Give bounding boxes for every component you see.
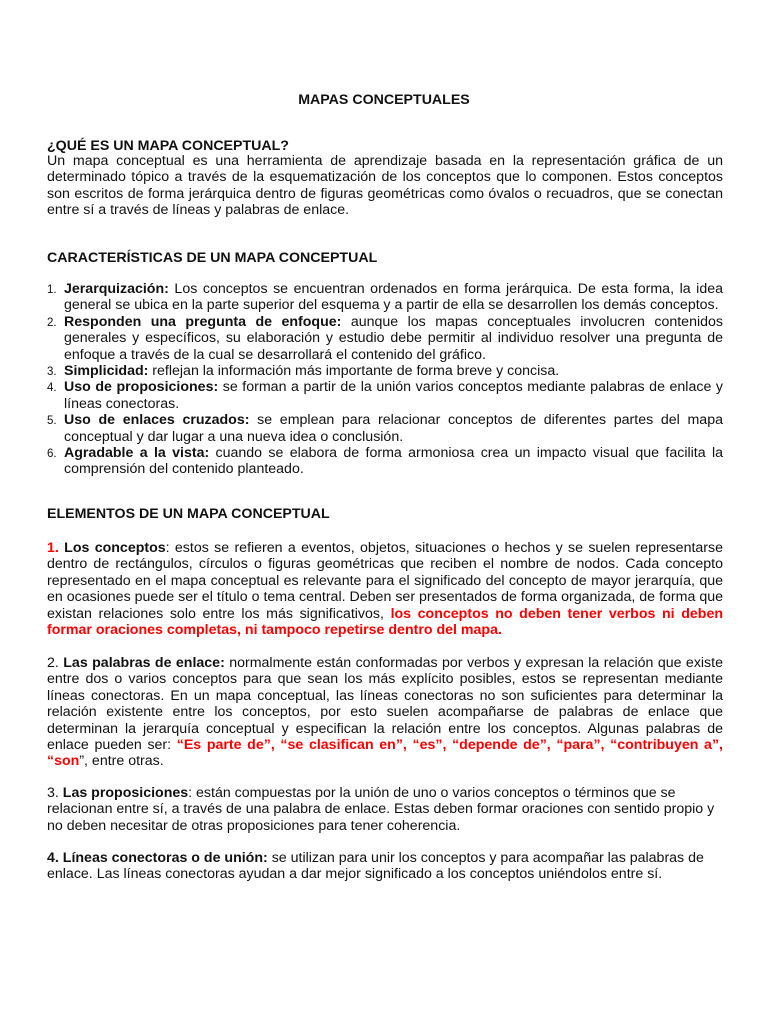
item-text: se forman a partir de la unión varios conceptos mediante palabras de enlace y líneas conectoras.	[64, 379, 723, 412]
list-number: 4.	[47, 382, 57, 395]
list-item	[47, 445, 723, 478]
item-term: Las proposiciones	[58, 785, 189, 801]
item-number: 3.	[47, 785, 59, 801]
elements-paragraph-concepts	[47, 540, 723, 638]
item-term: Uso de proposiciones:	[64, 379, 219, 396]
list-number: 1.	[47, 284, 57, 296]
list-item	[47, 314, 723, 363]
item-term: Los conceptos	[58, 540, 166, 556]
section-heading-what-is: ¿QUÉ ES UN MAPA CONCEPTUAL?	[47, 138, 289, 154]
item-text: Los conceptos se encuentran ordenados en forma jerárquica. De esta forma, la idea general se ubica en la parte superior del esquema y a partir de ella se desarrollen los demás conceptos.	[64, 281, 723, 314]
list-number: 5.	[47, 415, 57, 428]
item-number: 1.	[47, 540, 59, 556]
page-title: MAPAS CONCEPTUALES	[298, 92, 470, 108]
list-item	[47, 363, 723, 379]
elements-paragraph-propositions	[47, 785, 723, 834]
item-term: Simplicidad:	[64, 363, 149, 380]
item-term: Agradable a la vista:	[64, 445, 210, 462]
item-term: Uso de enlaces cruzados:	[64, 412, 250, 429]
elements-paragraph-connector-lines	[47, 850, 723, 883]
item-text: reflejan la información más importante de forma breve y concisa.	[148, 363, 560, 380]
item-number: 2.	[47, 655, 59, 671]
list-item	[47, 412, 723, 445]
item-text: normalmente están conformadas por verbos y expresan la relación que existe entre dos o varios conceptos para que sean los más explícito posibles, estos se representan mediante líneas conectoras. En un mapa conceptual, las líneas conectoras no son suficientes para determinar la relación existente entre los conceptos, por esto suelen acompañarse de palabras de enlace que determinan la jerarquía conceptual y especifican la relación entre los conceptos. Algunas palabras de enlace pueden ser:	[47, 655, 723, 754]
item-text: cuando se elabora de forma armoniosa crea un impacto visual que facilita la comprensión del contenido planteado.	[64, 445, 723, 478]
list-item	[47, 379, 723, 412]
item-text: : están compuestas por la unión de uno o varios conceptos o términos que se relacionan entre sí, a través de una palabra de enlace. Estas deben formar oraciones con sentido propio y no deben necesitar de otras proposiciones para tener coherencia.	[47, 785, 715, 834]
item-term: Las palabras de enlace:	[58, 655, 225, 671]
item-text-tail: ”, entre otras.	[79, 753, 164, 770]
elements-paragraph-link-words	[47, 655, 723, 770]
item-term: Responden una pregunta de enfoque:	[64, 313, 342, 330]
list-number: 2.	[47, 316, 57, 329]
list-number: 6.	[47, 448, 57, 461]
definition-paragraph: Un mapa conceptual es una herramienta de aprendizaje basada en la representación gráfica de un determinado tópico a través de la esquematización de los conceptos que lo componen. Estos conceptos son escritos de forma jerárquica dentro de figuras geométricas como óvalos o recuadros, que se conectan entre sí a través de líneas y palabras de enlace.	[47, 153, 723, 219]
characteristics-list	[47, 281, 723, 478]
list-item	[47, 281, 723, 314]
item-text: : estos se refieren a eventos, objetos, situaciones o hechos y se suelen representarse dentro de rectángulos, círculos o figuras geométricas que reciben el nombre de nodos. Cada concepto representado en el mapa conceptual es relevante para el significado del concepto de mayor jerarquía, que en ocasiones puede ser el título o tema central. Deben ser presentados de forma organizada, de forma que existan relaciones solo entre los más significativos,	[47, 540, 723, 622]
list-number: 3.	[47, 366, 57, 379]
item-term: 4. Líneas conectoras o de unión:	[47, 850, 268, 866]
section-heading-characteristics: CARACTERÍSTICAS DE UN MAPA CONCEPTUAL	[47, 250, 378, 266]
highlighted-examples: “Es parte de”, “se clasifican en”, “es”, “depende de”, “para”, “contribuyen a”, “son	[47, 737, 723, 770]
highlighted-note: los conceptos no deben tener verbos ni deben formar oraciones completas, ni tampoco repetirse dentro del mapa.	[47, 605, 723, 639]
item-text: se utilizan para unir los conceptos y para acompañar las palabras de enlace. Las líneas conectoras ayudan a dar mejor significado a los conceptos uniéndolos entre sí.	[47, 850, 704, 883]
item-text: aunque los mapas conceptuales involucren contenidos generales y específicos, su elaboración y estudio debe permitir al individuo resolver una pregunta de enfoque a través de la cual se desarrollará el contenido del gráfico.	[64, 313, 723, 363]
item-term: Jerarquización:	[64, 281, 169, 297]
item-text: se emplean para relacionar conceptos de diferentes partes del mapa conceptual y dar lugar a una nueva idea o conclusión.	[64, 412, 723, 445]
section-heading-elements: ELEMENTOS DE UN MAPA CONCEPTUAL	[47, 506, 330, 522]
